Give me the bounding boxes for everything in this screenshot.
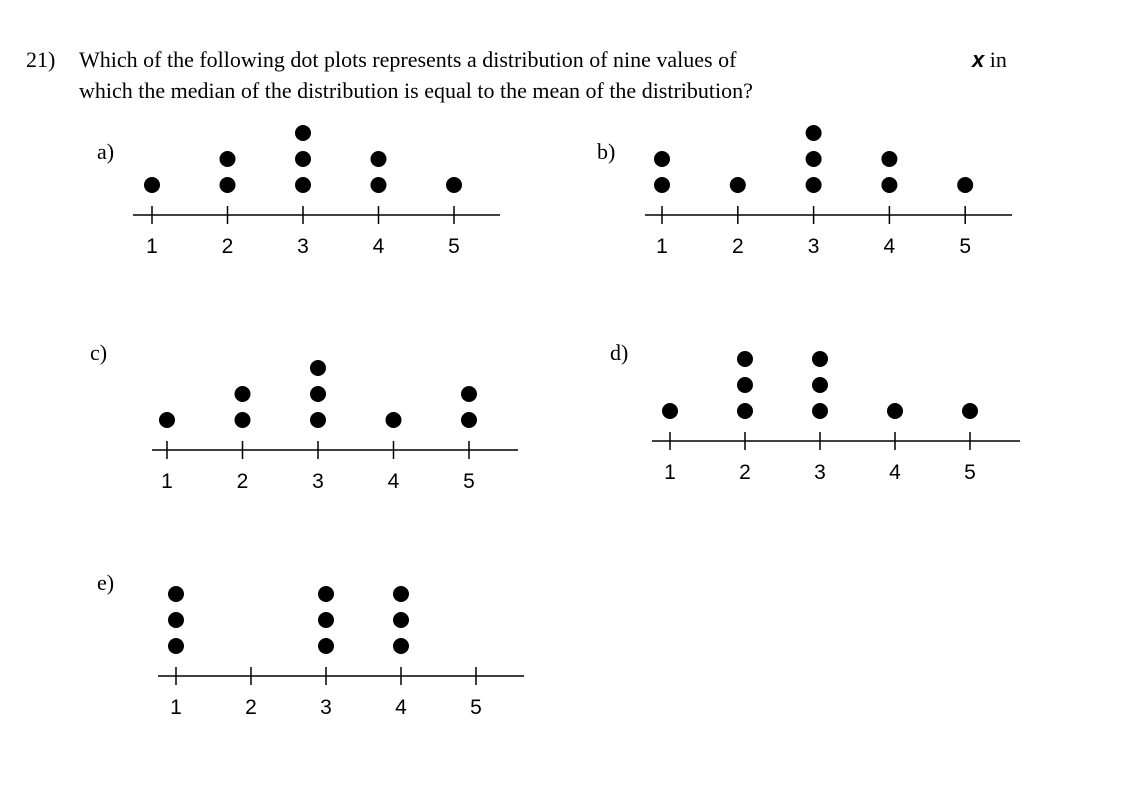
tick-label-1: 1 — [664, 461, 676, 484]
tick-label-3: 3 — [814, 461, 826, 484]
question-text-line-2: which the median of the distribution is equal to the mean of the distribution? — [79, 78, 753, 103]
tick-label-1: 1 — [161, 470, 173, 493]
tick-label-1: 1 — [656, 235, 668, 258]
tick-label-5: 5 — [463, 470, 475, 493]
tick-label-1: 1 — [170, 696, 182, 719]
option-d-label[interactable]: d) — [610, 340, 629, 365]
option-e-label[interactable]: e) — [97, 570, 115, 595]
dot-1-1 — [168, 638, 184, 654]
tick-label-5: 5 — [448, 235, 460, 258]
tick-label-5: 5 — [959, 235, 972, 258]
dot-3-1 — [318, 638, 334, 654]
tick-label-3: 3 — [312, 470, 324, 493]
variable-x: x — [972, 47, 985, 72]
tick-label-5: 5 — [964, 461, 976, 484]
dot-4-1 — [393, 638, 409, 654]
tick-label-4: 4 — [387, 470, 400, 493]
question-number: 21) — [26, 47, 56, 72]
tick-label-4: 4 — [889, 461, 901, 484]
tick-label-4: 4 — [395, 696, 407, 719]
question-text-in: in — [984, 47, 1007, 72]
tick-label-2: 2 — [236, 470, 249, 493]
option-b-label[interactable]: b) — [597, 139, 616, 164]
tick-label-2: 2 — [221, 235, 234, 258]
dot-4-2 — [393, 612, 409, 628]
tick-label-2: 2 — [245, 696, 257, 719]
tick-label-4: 4 — [372, 235, 385, 258]
dot-3-3 — [318, 586, 334, 602]
tick-label-3: 3 — [320, 696, 332, 719]
tick-label-1: 1 — [146, 235, 158, 258]
option-c-label[interactable]: c) — [90, 340, 108, 365]
option-a-label[interactable]: a) — [97, 139, 115, 164]
tick-label-3: 3 — [297, 235, 309, 258]
tick-label-2: 2 — [731, 235, 744, 258]
tick-label-5: 5 — [470, 696, 482, 719]
tick-label-3: 3 — [807, 235, 820, 258]
dot-4-3 — [393, 586, 409, 602]
dot-3-2 — [318, 612, 334, 628]
dot-1-3 — [168, 586, 184, 602]
tick-label-2: 2 — [739, 461, 751, 484]
tick-label-4: 4 — [883, 235, 896, 258]
dot-1-2 — [168, 612, 184, 628]
question-text-line-1: Which of the following dot plots represents a distribution of nine values of — [79, 47, 737, 72]
